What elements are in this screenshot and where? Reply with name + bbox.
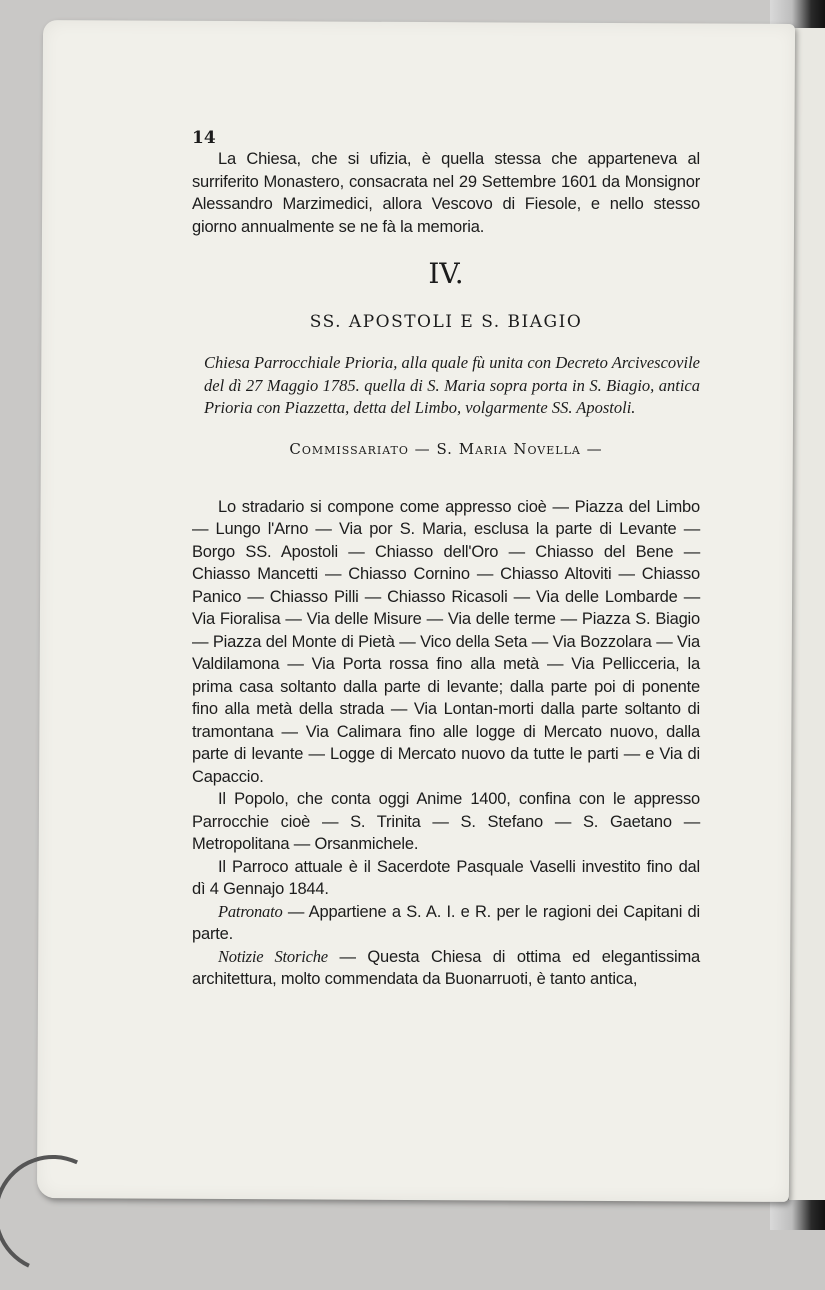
church-description: Chiesa Parrocchiale Prioria, alla quale fù unita con Decreto Arcivescovile del dì 27 Maggio 1785. quella di S. Maria sopra porta in S. Biagio, antica Prioria con Piazzetta, detta del Limbo, volgarmente SS. Apostoli. — [204, 353, 700, 417]
page-number: 14 — [192, 128, 216, 148]
commissariato-line: Commissariato — S. Maria Novella — — [289, 439, 603, 458]
notizie-label: Notizie Storiche — [218, 946, 328, 966]
patronato-label: Patronato — [218, 901, 283, 921]
popolo-paragraph: Il Popolo, che conta oggi Anime 1400, confina con le appresso Parrocchie cioè — S. Trinita — S. Stefano — S. Gaetano — Metropolitana — Orsanmichele. — [192, 790, 700, 853]
parroco-paragraph: Il Parroco attuale è il Sacerdote Pasquale Vaselli investito fino dal dì 4 Gennajo 1844. — [192, 857, 700, 898]
section-numeral: IV. — [428, 257, 464, 290]
church-title: SS. APOSTOLI E S. BIAGIO — [309, 312, 583, 332]
patronato-paragraph — [192, 901, 700, 946]
notizie-paragraph — [192, 946, 700, 991]
intro-paragraph: La Chiesa, che si ufizia, è quella stessa che apparteneva al surriferito Monastero, consacrata nel 29 Settembre 1601 da Monsignor Alessandro Marzimedici, allora Vescovo di Fiesole, e nello stesso giorno annualmente se ne fà la memoria. — [192, 150, 700, 236]
notizie-text: — Questa Chiesa di ottima ed elegantissima architettura, molto commendata da Buonarruoti, è tanto antica, — [192, 947, 700, 988]
streets-paragraph: Lo stradario si compone come appresso cioè — Piazza del Limbo — Lungo l'Arno — Via por S. Maria, esclusa la parte di Levante — Borgo SS. Apostoli — Chiasso dell'Oro — Chiasso del Bene — Chiasso Mancetti — Chiasso Cornino — Chiasso Altoviti — Chiasso Panico — Chiasso Pilli — Chiasso Ricasoli — Via delle Lombarde — Via Fioralisa — Via delle Misure — Via delle terme — Piazza S. Biagio — Piazza del Monte di Pietà — Vico della Seta — Via Bozzolara — Via Valdilamona — Via Porta rossa fino alla metà — Via Pellicceria, la prima casa soltanto dalla parte di levante; dalla parte poi di ponente fino alla metà della strada — Via Lontan-morti dalla parte soltanto di tramontana — Via Calimara fino alle logge di Mercato nuovo, dalla parte di levante — Logge di Mercato nuovo da tutte le parti — e Via di Capaccio. — [192, 497, 700, 786]
page-content — [192, 128, 700, 991]
patronato-text: — Appartiene a S. A. I. e R. per le ragioni dei Capitani di parte. — [192, 902, 700, 943]
